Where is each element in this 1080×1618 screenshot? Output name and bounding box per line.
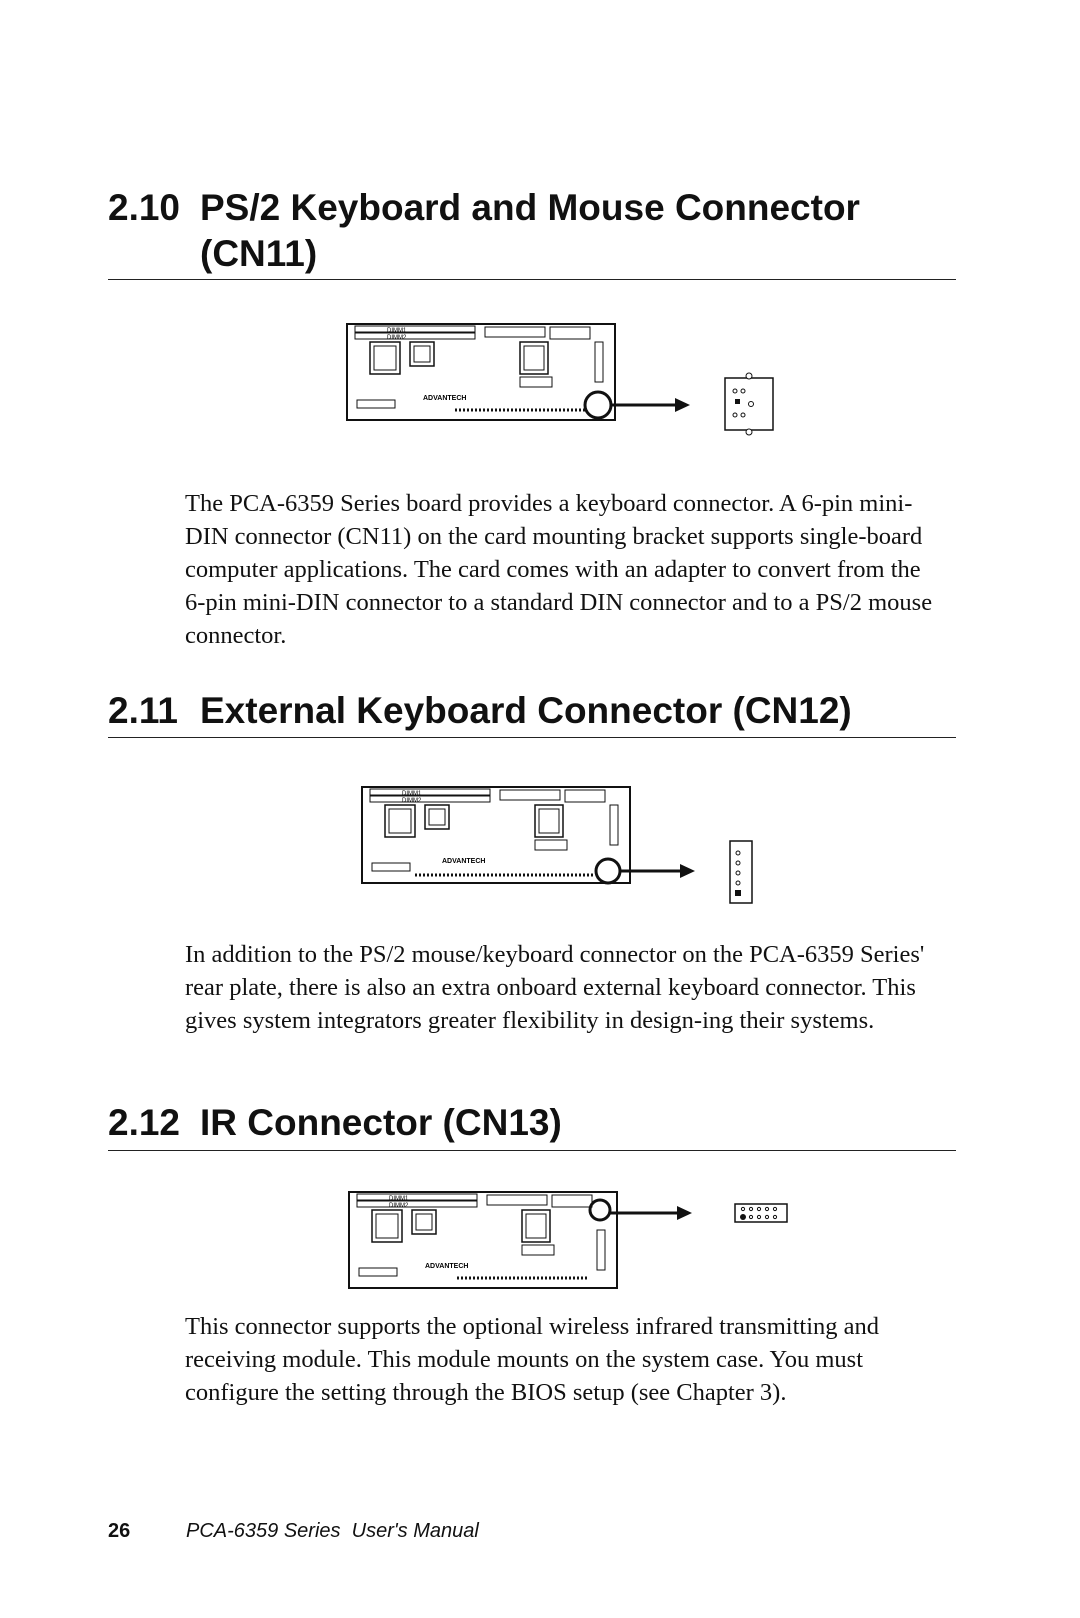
section-heading-2-12 — [108, 1100, 562, 1146]
section-number: 2.11 — [108, 690, 178, 731]
section-title-cont: (CN11) — [200, 233, 318, 274]
section-rule — [108, 279, 956, 280]
page-number: 26 — [108, 1520, 131, 1542]
section-title: IR Connector (CN13) — [200, 1102, 562, 1143]
section-body: In addition to the PS/2 mouse/keyboard connector on the PCA-6359 Series' rear plate, there is also an extra onboard external keyboard connector. This gives system integrators greater flexibility in design-ing their systems. — [185, 941, 925, 1034]
board-diagram-cn11 — [345, 322, 795, 447]
board-diagram-cn13 — [347, 1190, 807, 1300]
slot-label: DIMM2 — [389, 1203, 409, 1209]
section-rule — [108, 737, 956, 738]
brand-label: ADVANTECH — [423, 395, 467, 402]
slot-label: DIMM2 — [387, 335, 407, 341]
slot-label: DIMM1 — [387, 328, 407, 334]
section-number: 2.10 — [108, 187, 181, 228]
slot-label: DIMM1 — [402, 791, 422, 797]
section-body: The PCA-6359 Series board provides a keyboard connector. A 6-pin mini-DIN connector (CN11) on the card mounting bracket supports single-board computer applications. The card comes with an adapter to convert from the 6-pin mini-DIN connector to a standard DIN connector and to a PS/2 mouse connector. — [185, 490, 933, 649]
section-body: This connector supports the optional wireless infrared transmitting and receiving module. This module mounts on the system case. You must configure the setting through the BIOS setup (see Chapter 3). — [185, 1313, 880, 1406]
board-diagram-cn12 — [360, 785, 790, 915]
brand-label: ADVANTECH — [425, 1263, 469, 1270]
section-rule — [108, 1150, 956, 1151]
slot-label: DIMM1 — [389, 1196, 409, 1202]
section-heading-2-11 — [108, 688, 852, 734]
section-number: 2.12 — [108, 1102, 181, 1143]
section-title: External Keyboard Connector (CN12) — [200, 690, 852, 731]
manual-title: PCA-6359 Series User's Manual — [186, 1520, 479, 1542]
section-title: PS/2 Keyboard and Mouse Connector — [200, 187, 860, 228]
slot-label: DIMM2 — [402, 798, 422, 804]
brand-label: ADVANTECH — [442, 858, 486, 865]
section-heading-2-10 — [108, 185, 860, 277]
page-footer — [108, 1520, 479, 1543]
